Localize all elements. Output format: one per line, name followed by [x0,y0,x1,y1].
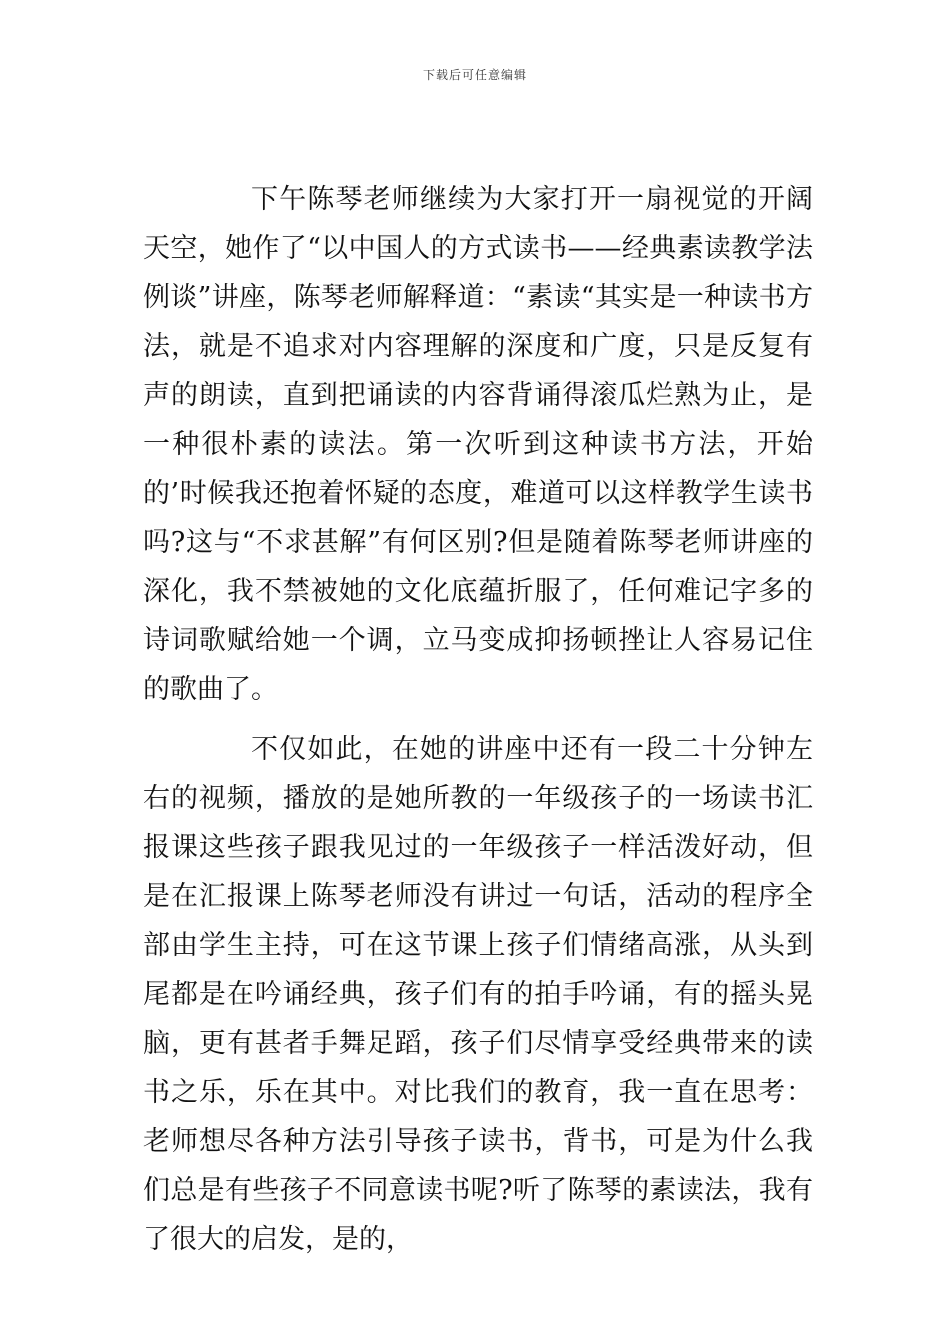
page-header: 下载后可任意编辑 [422,68,527,82]
paragraph-text: 下午陈琴老师继续为大家打开一扇视觉的开阔天空，她作了“以中国人的方式读书——经典素读教学法例谈”讲座，陈琴老师解释道：“素读“其实是一种读书方法，就是不追求对内容理解的深度和广度，只是反复有声的朗读，直到把诵读的内容背诵得滚瓜烂熟为止，是一种很朴素的读法。第一次听到这种读书方法，开始的’时候我还抱着怀疑的态度，难道可以这样教学生读书吗?这与“不求甚解”有何区别?但是随着陈琴老师讲座的深化，我不禁被她的文化底蕴折服了，任何难记字多的诗词歌赋给她一个调，立马变成抑扬顿挫让人容易记住的歌曲了。 [143,184,813,705]
body-paragraph-1 [143,175,813,714]
paragraph-text: 不仅如此，在她的讲座中还有一段二十分钟左右的视频，播放的是她所教的一年级孩子的一场读书汇报课这些孩子跟我见过的一年级孩子一样活泼好动，但是在汇报课上陈琴老师没有讲过一句话，活动的程序全部由学生主持，可在这节课上孩子们情绪高涨，从头到尾都是在吟诵经典，孩子们有的拍手吟诵，有的摇头晃脑，更有甚者手舞足蹈，孩子们尽情享受经典带来的读书之乐，乐在其中。对比我们的教育，我一直在思考：老师想尽各种方法引导孩子读书，背书，可是为什么我们总是有些孩子不同意读书呢?听了陈琴的素读法，我有了很大的启发，是的， [143,734,813,1255]
body-paragraph-2 [143,725,813,1264]
